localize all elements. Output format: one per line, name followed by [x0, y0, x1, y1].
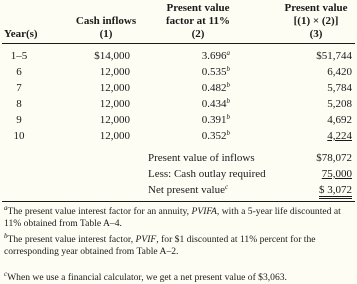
- pv-inflows-value: $78,072: [316, 152, 352, 164]
- footnote-c: $^c$When we use a financial calculator, we get a net present value of $3,063.: [4, 270, 287, 283]
- row-footnote-mark: b: [226, 129, 230, 137]
- row-present-value: 6,420: [327, 66, 352, 78]
- row-footnote-mark: b: [226, 97, 230, 105]
- row-footnote-mark: b: [226, 81, 230, 89]
- row-cash-inflow: 12,000: [99, 114, 130, 126]
- footnote-b: $^b$The present value interest factor, PVIF, for $1 discounted at 11% percent for the corresponding year obtained from Table A–2.: [4, 232, 316, 257]
- cash-outlay-value: 75,000: [321, 168, 352, 180]
- row-cash-inflow: 12,000: [99, 82, 130, 94]
- row-present-value: $51,744: [316, 50, 352, 62]
- footnote-rule: [2, 201, 355, 202]
- header-col3-num: (3): [309, 28, 323, 40]
- row-footnote-mark: a: [226, 49, 230, 57]
- header-pv-line1: Present value: [284, 2, 348, 14]
- row-footnote-mark: b: [226, 113, 230, 121]
- row-present-value: 5,784: [327, 82, 352, 94]
- header-pv-factor-line1: Present value: [166, 2, 230, 14]
- row-pv-factor: 0.434$^b$: [201, 97, 230, 110]
- row-cash-inflow: 12,000: [99, 130, 130, 142]
- cash-outlay-label: Less: Cash outlay required: [148, 168, 266, 180]
- header-col1-num: (1): [99, 28, 113, 40]
- row-year: 7: [16, 82, 22, 94]
- row-pv-factor: 0.482$^b$: [201, 81, 230, 94]
- npv-value: $ 3,072: [266, 184, 352, 197]
- header-year: Year(s): [4, 28, 38, 40]
- row-pv-factor: 0.535$^b$: [201, 65, 230, 78]
- header-pv-line2: [(1) × (2)]: [293, 15, 339, 27]
- row-cash-inflow: 12,000: [99, 98, 130, 110]
- row-cash-inflow: 12,000: [99, 66, 130, 78]
- npv-label: Net present value$^c$: [148, 183, 229, 196]
- header-cash-inflows: Cash inflows: [75, 15, 137, 27]
- pv-inflows-label: Present value of inflows: [148, 152, 255, 164]
- row-present-value: 4,692: [327, 114, 352, 126]
- row-pv-factor: 0.352$^b$: [201, 129, 230, 142]
- row-present-value: 4,224: [327, 130, 352, 142]
- row-year: 9: [16, 114, 22, 126]
- header-rule: [2, 43, 355, 44]
- footnote-a: $^a$The present value interest factor for an annuity, PVIFA, with a 5-year life discounted at 11% obtained from Table A–4.: [4, 204, 341, 229]
- header-pv-factor-line2: factor at 11%: [166, 15, 230, 27]
- row-pv-factor: 0.391$^b$: [201, 113, 230, 126]
- row-present-value: 5,208: [327, 98, 352, 110]
- npv-footnote-mark: c: [224, 183, 229, 191]
- row-year: 10: [13, 130, 25, 142]
- header-col2-num: (2): [191, 28, 205, 40]
- row-cash-inflow: $14,000: [94, 50, 130, 62]
- row-year: 8: [16, 98, 22, 110]
- row-year: 6: [16, 66, 22, 78]
- row-year: 1–5: [10, 50, 28, 62]
- row-footnote-mark: b: [226, 65, 230, 73]
- row-pv-factor: 3.696$^a$: [201, 49, 230, 62]
